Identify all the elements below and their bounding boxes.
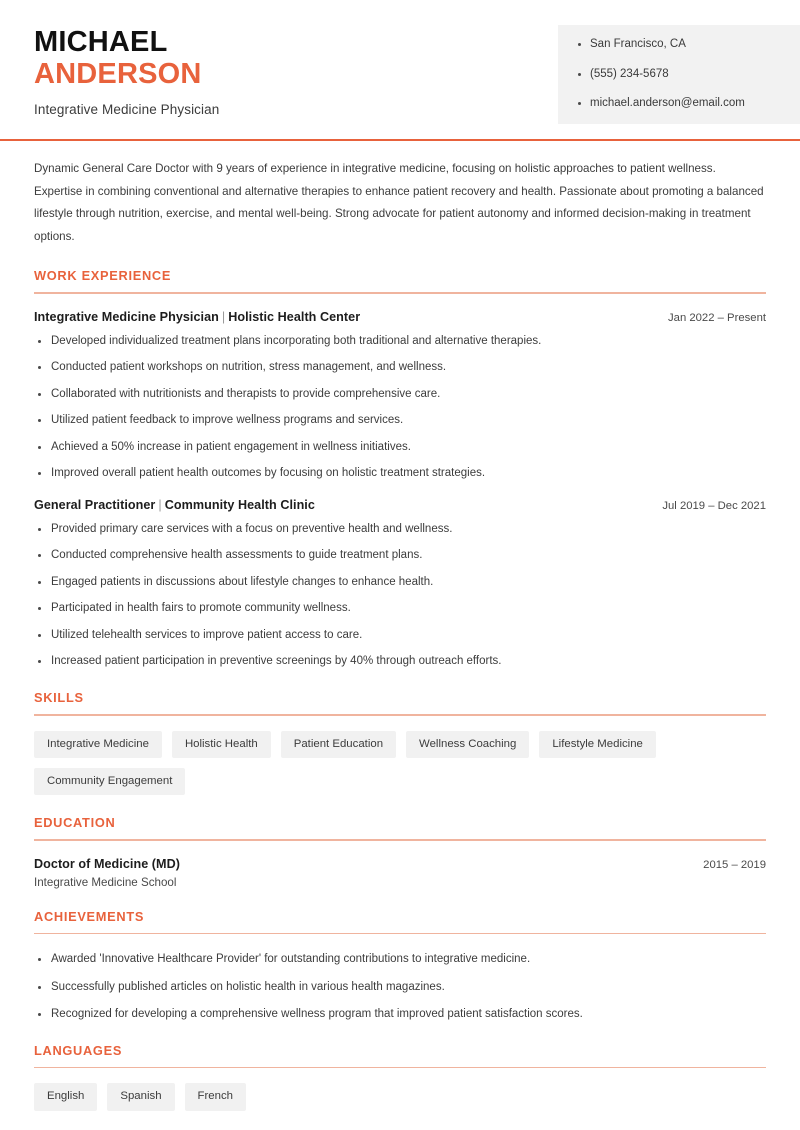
bullet-text: Utilized patient feedback to improve wellness programs and services. xyxy=(51,414,404,427)
skill-pill: Community Engagement xyxy=(34,768,185,795)
section-divider xyxy=(34,714,766,716)
section-title-languages: LANGUAGES xyxy=(34,1042,123,1058)
bullet-dot-icon xyxy=(578,43,581,46)
bullet-item xyxy=(34,387,766,403)
education-degree: Doctor of Medicine (MD) xyxy=(34,856,180,871)
bullet-item xyxy=(34,952,766,968)
contact-item-location xyxy=(578,39,800,51)
bullet-text: Improved overall patient health outcomes by focusing on holistic treatment strategies. xyxy=(51,467,486,480)
section-languages xyxy=(34,1043,766,1111)
skill-pill: Integrative Medicine xyxy=(34,731,162,758)
work-entry-role: General Practitioner xyxy=(34,497,156,512)
bullet-dot-icon xyxy=(578,102,581,105)
bullet-dot-icon xyxy=(38,554,41,557)
skills-list xyxy=(34,731,766,796)
bullet-text: Increased patient participation in preventive screenings by 40% through outreach efforts. xyxy=(51,655,502,668)
contact-location-text: San Francisco, CA xyxy=(590,38,686,50)
education-entry xyxy=(34,857,766,889)
work-entry-date: Jul 2019 – Dec 2021 xyxy=(662,499,766,512)
bullet-dot-icon xyxy=(38,419,41,422)
work-entry xyxy=(34,310,766,482)
bullet-item xyxy=(34,360,766,376)
contact-info-box xyxy=(558,25,800,124)
work-entry-organization: Community Health Clinic xyxy=(164,497,315,512)
language-pill: Spanish xyxy=(107,1083,174,1110)
bullet-text: Collaborated with nutritionists and therapists to provide comprehensive care. xyxy=(51,387,441,400)
bullet-text: Engaged patients in discussions about lifestyle changes to enhance health. xyxy=(51,575,434,588)
bullet-text: Provided primary care services with a focus on preventive health and wellness. xyxy=(51,522,453,535)
work-entry-header xyxy=(34,498,766,512)
bullet-dot-icon xyxy=(38,366,41,369)
contact-item-email xyxy=(578,98,800,110)
bullet-item xyxy=(34,440,766,456)
bullet-item xyxy=(34,1007,766,1023)
work-entry-title xyxy=(34,310,360,324)
section-title-education: EDUCATION xyxy=(34,815,116,831)
section-title-achievements: ACHIEVEMENTS xyxy=(34,908,145,924)
bullet-dot-icon xyxy=(38,446,41,449)
work-entry-bullets xyxy=(34,522,766,670)
bullet-item xyxy=(34,466,766,482)
section-divider xyxy=(34,933,766,935)
education-entry-header xyxy=(34,857,766,871)
section-work-experience xyxy=(34,268,766,670)
work-entry-date: Jan 2022 – Present xyxy=(668,311,766,324)
professional-headline: Integrative Medicine Physician xyxy=(34,101,220,117)
section-title-skills: SKILLS xyxy=(34,690,84,705)
contact-item-phone xyxy=(578,69,800,81)
bullet-item xyxy=(34,654,766,670)
work-entry-header xyxy=(34,310,766,324)
section-education xyxy=(34,815,766,889)
bullet-dot-icon xyxy=(38,958,41,961)
section-skills xyxy=(34,690,766,795)
bullet-text: Successfully published articles on holistic health in various health magazines. xyxy=(51,980,445,993)
bullet-item xyxy=(34,980,766,996)
bullet-item xyxy=(34,413,766,429)
bullet-item xyxy=(34,334,766,350)
bullet-text: Achieved a 50% increase in patient engagement in wellness initiatives. xyxy=(51,440,411,453)
bullet-item xyxy=(34,522,766,538)
section-divider xyxy=(34,839,766,841)
work-entry-organization: Holistic Health Center xyxy=(228,309,361,324)
bullet-item xyxy=(34,628,766,644)
bullet-item xyxy=(34,575,766,591)
education-date: 2015 – 2019 xyxy=(703,858,766,871)
bullet-dot-icon xyxy=(38,660,41,663)
languages-list xyxy=(34,1083,766,1110)
bullet-text: Developed individualized treatment plans incorporating both traditional and alternative therapies. xyxy=(51,334,542,347)
bullet-text: Utilized telehealth services to improve patient access to care. xyxy=(51,628,363,641)
section-divider xyxy=(34,292,766,294)
bullet-item xyxy=(34,548,766,564)
bullet-dot-icon xyxy=(578,73,581,76)
bullet-dot-icon xyxy=(38,634,41,637)
first-name: MICHAEL xyxy=(34,26,168,58)
skill-pill: Lifestyle Medicine xyxy=(539,731,656,758)
bullet-dot-icon xyxy=(38,393,41,396)
title-separator: | xyxy=(158,497,162,512)
bullet-dot-icon xyxy=(38,340,41,343)
work-entry xyxy=(34,498,766,670)
bullet-text: Awarded 'Innovative Healthcare Provider' for outstanding contributions to integrative medicine. xyxy=(51,953,531,966)
contact-phone-text: (555) 234-5678 xyxy=(590,67,669,80)
section-achievements xyxy=(34,909,766,1023)
bullet-text: Conducted patient workshops on nutrition, stress management, and wellness. xyxy=(51,361,447,374)
skill-pill: Holistic Health xyxy=(172,731,271,758)
contact-email-text: michael.anderson@email.com xyxy=(590,97,745,109)
resume-content xyxy=(0,141,800,1111)
bullet-dot-icon xyxy=(38,1013,41,1016)
bullet-text: Recognized for developing a comprehensive wellness program that improved patient satisfaction scores. xyxy=(51,1008,583,1021)
work-entry-bullets xyxy=(34,334,766,482)
last-name: ANDERSON xyxy=(34,58,202,91)
bullet-text: Conducted comprehensive health assessments to guide treatment plans. xyxy=(51,549,423,562)
achievements-list xyxy=(34,952,766,1023)
language-pill: French xyxy=(185,1083,246,1110)
work-entry-title xyxy=(34,498,315,512)
bullet-text: Participated in health fairs to promote community wellness. xyxy=(51,602,351,615)
skill-pill: Patient Education xyxy=(281,731,396,758)
title-separator: | xyxy=(221,309,226,324)
language-pill: English xyxy=(34,1083,97,1110)
bullet-dot-icon xyxy=(38,528,41,531)
professional-summary: Dynamic General Care Doctor with 9 years of experience in integrative medicine, focusing on holistic approaches to patient wellness. Expertise in combining conventional and alternative therapies to enhance patient recovery and health. Passionate about promoting a balanced lifestyle through nutrition, exercise, and mental well-being. Strong advocate for patient autonomy and informed decision-making in treatment options. xyxy=(34,161,764,243)
bullet-dot-icon xyxy=(38,986,41,989)
section-divider xyxy=(34,1067,766,1069)
education-school: Integrative Medicine School xyxy=(34,875,177,889)
resume-header xyxy=(0,0,800,117)
bullet-dot-icon xyxy=(38,581,41,584)
section-title-work-experience: WORK EXPERIENCE xyxy=(34,268,172,284)
bullet-item xyxy=(34,601,766,617)
bullet-dot-icon xyxy=(38,472,41,475)
bullet-dot-icon xyxy=(38,607,41,610)
work-entry-role: Integrative Medicine Physician xyxy=(34,309,219,324)
skill-pill: Wellness Coaching xyxy=(406,731,529,758)
